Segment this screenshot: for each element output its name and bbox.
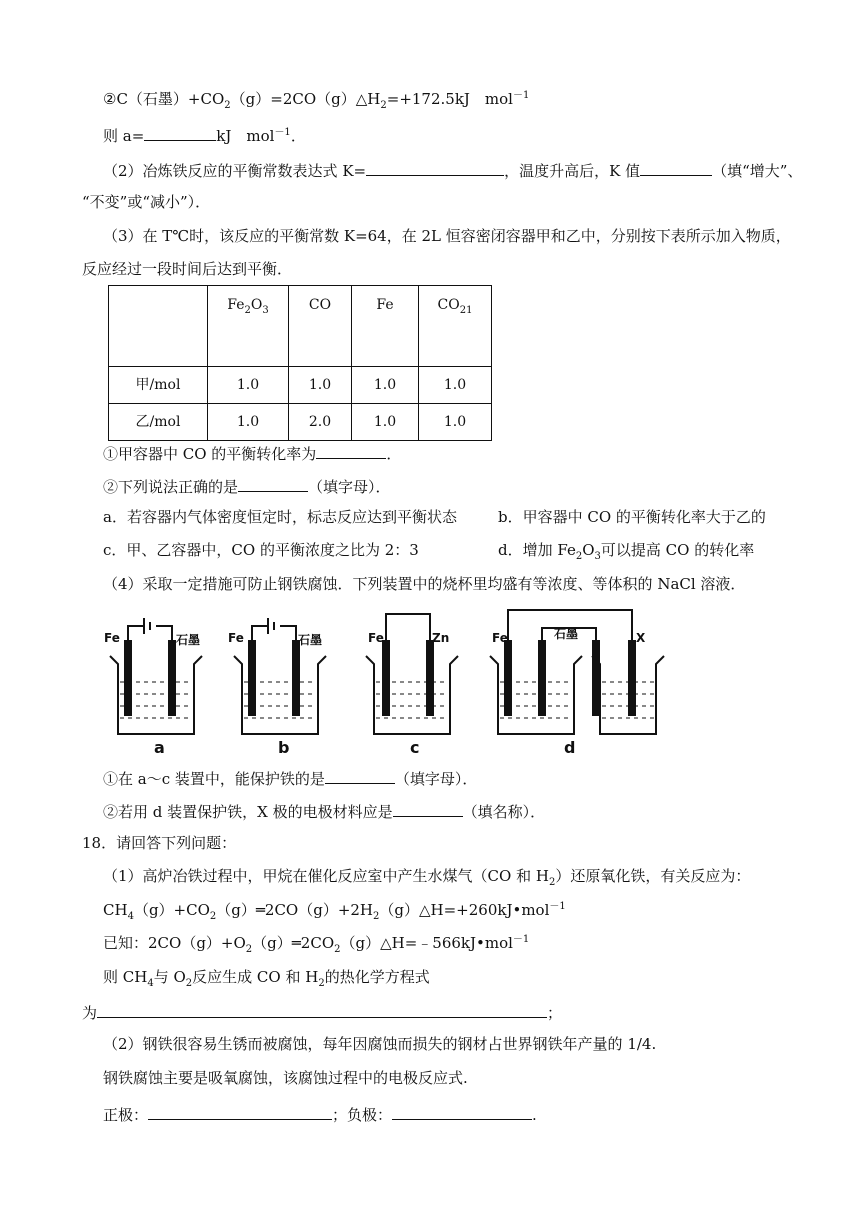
header-fe2o3: $Fe_2O_3$ xyxy=(208,286,289,367)
blank-cathode-reaction[interactable] xyxy=(148,1105,332,1120)
row-label: 甲/mol xyxy=(109,367,208,404)
blank-k-change[interactable] xyxy=(640,161,712,176)
question-18-title: 18．请回答下列问题： xyxy=(82,834,237,852)
subquestion-2: ②下列说法正确的是 （填字母）． xyxy=(103,478,391,496)
table-row xyxy=(109,404,492,441)
question-18-part1: （1）高炉冶铁过程中，甲烷在催化反应室中产生水煤气（CO 和 $H_2$）还原氧化铁，有关反应为： xyxy=(103,867,751,888)
table-cell: 1.0 xyxy=(419,404,492,441)
question-18-part2: （2）钢铁很容易生锈而被腐蚀，每年因腐蚀而损失的钢材占世界钢铁年产量的 1/4. xyxy=(103,1035,657,1053)
question-3-cont: 反应经过一段时间后达到平衡． xyxy=(82,260,293,278)
label-graphite-b: 石墨 xyxy=(298,633,323,647)
table-cell: 1.0 xyxy=(352,404,419,441)
device-label-a: a xyxy=(154,738,165,757)
blank-a[interactable] xyxy=(144,126,216,141)
blank-protect-device[interactable] xyxy=(325,769,395,784)
question-18-part2-cont: 钢铁腐蚀主要是吸氧腐蚀，该腐蚀过程中的电极反应式. xyxy=(103,1069,468,1087)
question-3: （3）在 T℃时，该反应的平衡常数 K=64，在 2L 恒容密闭容器甲和乙中，分别按下表所示加入物质， xyxy=(103,227,791,245)
label-fe-d: Fe xyxy=(492,631,508,645)
blank-correct-option[interactable] xyxy=(238,477,308,492)
subquestion-4-2: ②若用 d 装置保护铁，X 极的电极材料应是 （填名称）． xyxy=(103,803,546,821)
corrosion-apparatus-diagram xyxy=(96,604,676,757)
blank-thermochemical-equation[interactable] xyxy=(97,1003,547,1018)
blank-k-expression[interactable] xyxy=(366,161,504,176)
table-cell: 1.0 xyxy=(208,404,289,441)
table-cell: 1.0 xyxy=(289,367,352,404)
blank-x-material[interactable] xyxy=(393,802,463,817)
table-cell: 2.0 xyxy=(289,404,352,441)
answer-a-line: 则 a= kJ mol$^{-1}$． xyxy=(103,127,306,145)
subquestion-4-1: ①在 a～c 装置中，能保护铁的是 （填字母）． xyxy=(103,770,478,788)
thermochemical-answer-line: 为 ； xyxy=(82,1004,563,1022)
question-18-ask: 则 $CH_4$与 $O_2$反应生成 CO 和 $H_2$的热化学方程式 xyxy=(103,968,430,989)
label-zn-c: Zn xyxy=(432,631,450,645)
label-graphite-a: 石墨 xyxy=(176,633,201,647)
table-cell: 1.0 xyxy=(352,367,419,404)
label-fe-c: Fe xyxy=(368,631,384,645)
device-label-d: d xyxy=(564,738,576,757)
blank-anode-reaction[interactable] xyxy=(392,1105,532,1120)
label-fe-a: Fe xyxy=(104,631,120,645)
table-corner-cell xyxy=(109,286,208,367)
option-a: a．若容器内气体密度恒定时，标志反应达到平衡状态 xyxy=(103,508,457,526)
option-c: c．甲、乙容器中，CO 的平衡浓度之比为 2：3 xyxy=(103,541,419,559)
header-fe: Fe xyxy=(352,286,419,367)
question-4: （4）采取一定措施可防止钢铁腐蚀．下列装置中的烧杯里均盛有等浓度、等体积的 NaCl 溶液． xyxy=(103,575,746,593)
equation-line-2: ②C（石墨）$+CO_2(g)=2CO(g)\triangle H_2=+172.5kJ$ mol$^{-1}$ xyxy=(103,90,530,111)
amount-table xyxy=(108,285,492,441)
equation-methane: $CH_4(g)+CO_2(g)═2CO(g)+2H_2(g)\triangle H=+260kJ•mol^{-1}$ xyxy=(103,901,566,922)
header-co: CO xyxy=(289,286,352,367)
table-row xyxy=(109,367,492,404)
header-co2: $CO_{21}$ xyxy=(419,286,492,367)
label-fe-b: Fe xyxy=(228,631,244,645)
label-graphite-d: 石墨 xyxy=(554,627,579,641)
label-x-d: X xyxy=(636,631,646,645)
question-2-cont: “不变”或“减小”）． xyxy=(82,193,211,211)
equation-co-combustion: 已知：$2CO(g)+O_2(g)═2CO_2(g)\triangle H=﹣566kJ•mol^{-1}$ xyxy=(103,934,530,955)
blank-conversion[interactable] xyxy=(316,444,386,459)
electrode-reaction-line: 正极： ；负极： . xyxy=(103,1106,537,1124)
question-2: （2）冶炼铁反应的平衡常数表达式 K= ，温度升高后，K 值 （填“增大”、 xyxy=(103,162,803,180)
table-cell: 1.0 xyxy=(419,367,492,404)
subquestion-1: ①甲容器中 CO 的平衡转化率为 ． xyxy=(103,445,402,463)
device-label-c: c xyxy=(410,738,420,757)
table-cell: 1.0 xyxy=(208,367,289,404)
row-label: 乙/mol xyxy=(109,404,208,441)
device-label-b: b xyxy=(278,738,290,757)
option-b: b．甲容器中 CO 的平衡转化率大于乙的 xyxy=(498,508,766,526)
option-d: d．增加 $Fe_2O_3$可以提高 CO 的转化率 xyxy=(498,541,755,562)
